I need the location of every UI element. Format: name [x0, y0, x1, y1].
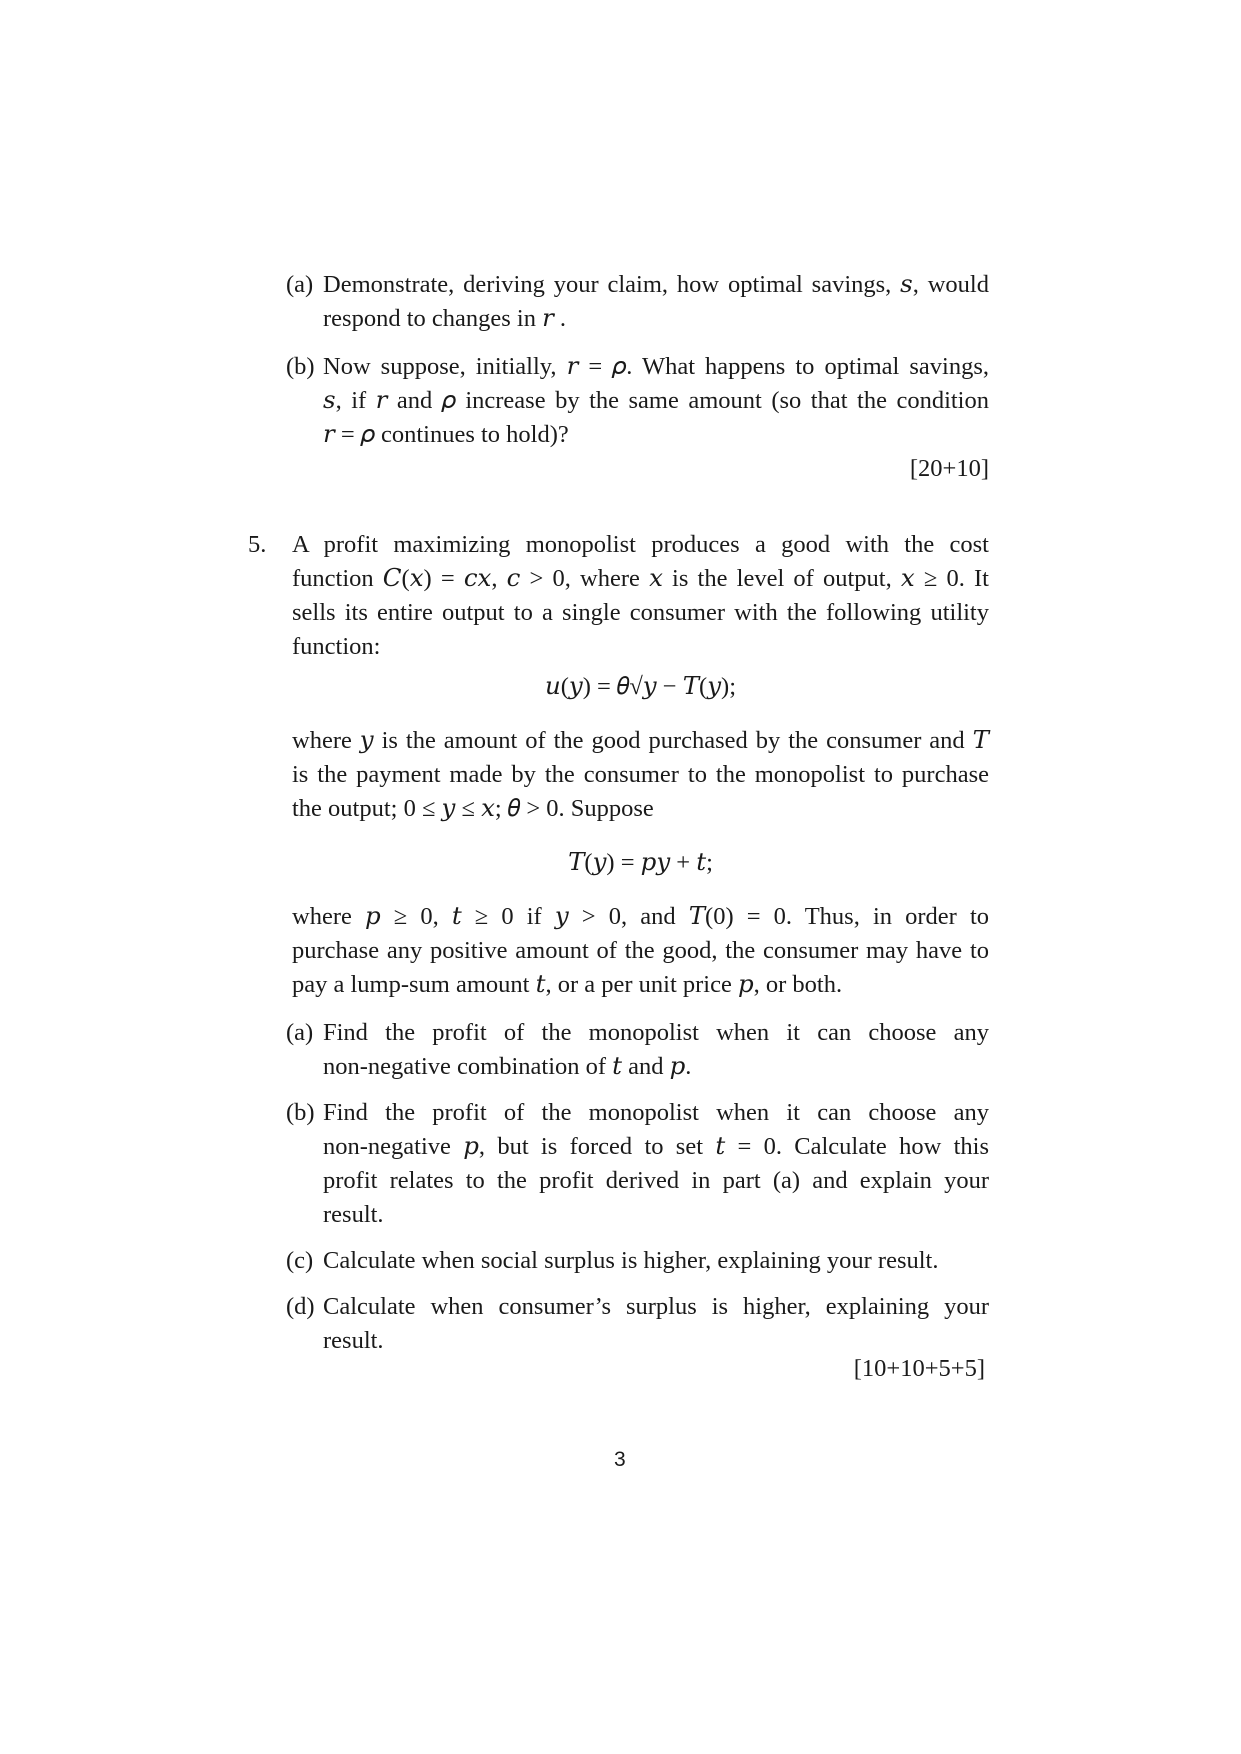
part-5d-line-2: result.	[323, 1327, 384, 1354]
part-5b-line-3: profit relates to the profit derived in part (a) and explain your	[323, 1167, 989, 1194]
part-5a-line-1: Find the profit of the monopolist when it can choose any	[323, 1019, 989, 1046]
page-number: 3	[614, 1448, 626, 1471]
q5-intro-line-1: A profit maximizing monopolist produces a good with the cost	[292, 531, 989, 558]
q5-intro-line-3: sells its entire output to a single consumer with the following utility	[292, 599, 989, 626]
q5-where-line-3: the output; 0 ≤ 𝑦 ≤ 𝑥; 𝜃 > 0. Suppose	[292, 795, 654, 822]
part-5d-line-1: Calculate when consumer’s surplus is higher, explaining your	[323, 1293, 989, 1320]
q5-intro-line-4: function:	[292, 633, 381, 660]
part-label-5a: (a)	[286, 1019, 314, 1046]
q5-thus-line-1: where 𝑝 ≥ 0, 𝑡 ≥ 0 if 𝑦 > 0, and 𝑇(0) = 0. Thus, in order to	[292, 903, 989, 930]
part-4a-line-1: Demonstrate, deriving your claim, how optimal savings, 𝑠, would	[323, 271, 989, 298]
part-4b-line-1: Now suppose, initially, 𝑟 = 𝜌. What happens to optimal savings,	[323, 353, 989, 380]
utility-formula: 𝑢(𝑦) = 𝜃√𝑦 − 𝑇(𝑦);	[544, 673, 737, 700]
part-4b-line-2: 𝑠, if 𝑟 and 𝜌 increase by the same amount (so that the condition	[323, 387, 989, 414]
part-label-5d: (d)	[286, 1293, 315, 1320]
payment-formula: 𝑇(𝑦) = 𝑝𝑦 + 𝑡;	[568, 849, 713, 876]
part-label-5c: (c)	[286, 1247, 314, 1274]
part-5c-line-1: Calculate when social surplus is higher, explaining your result.	[323, 1247, 939, 1274]
part-5b-line-2: non-negative 𝑝, but is forced to set 𝑡 = 0. Calculate how this	[323, 1133, 989, 1160]
part-5b-line-4: result.	[323, 1201, 384, 1228]
part-4b-line-3: 𝑟 = 𝜌 continues to hold)?	[323, 421, 569, 448]
part-5a-line-2: non-negative combination of 𝑡 and 𝑝.	[323, 1053, 692, 1080]
marks-question5: [10+10+5+5]	[853, 1355, 985, 1382]
marks-section4: [20+10]	[909, 455, 989, 482]
q5-where-line-2: is the payment made by the consumer to the monopolist to purchase	[292, 761, 989, 788]
part-label-4b: (b)	[286, 353, 315, 380]
q5-intro-line-2: function 𝐶(𝑥) = 𝑐𝑥, 𝑐 > 0, where 𝑥 is the level of output, 𝑥 ≥ 0. It	[292, 565, 989, 592]
question-number-5: 5.	[248, 531, 267, 558]
part-label-4a: (a)	[286, 271, 314, 298]
part-label-5b: (b)	[286, 1099, 315, 1126]
q5-thus-line-2: purchase any positive amount of the good, the consumer may have to	[292, 937, 989, 964]
part-5b-line-1: Find the profit of the monopolist when it can choose any	[323, 1099, 989, 1126]
q5-where-line-1: where 𝑦 is the amount of the good purchased by the consumer and 𝑇	[292, 727, 989, 754]
q5-thus-line-3: pay a lump-sum amount 𝑡, or a per unit price 𝑝, or both.	[292, 971, 843, 998]
part-4a-line-2: respond to changes in 𝑟 .	[323, 305, 567, 332]
